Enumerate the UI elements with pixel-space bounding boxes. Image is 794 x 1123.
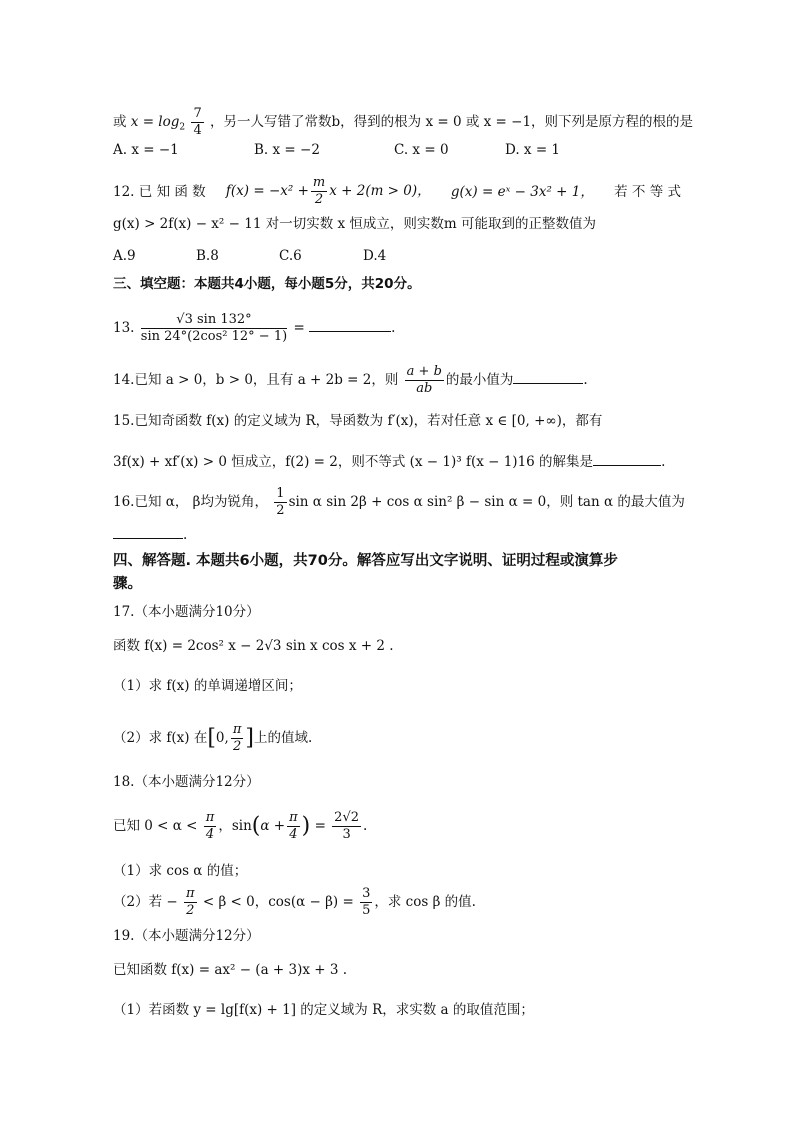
q14-fraction <box>405 364 444 397</box>
q12-line2: g(x) > 2f(x) − x² − 11 对一切实数 x 恒成立，则实数m 可能取到的正整数值为 <box>113 216 596 232</box>
q18-pi-b: π <box>289 810 298 825</box>
q14-den: ab <box>416 381 433 396</box>
q12-g-expr: g(x) = eˣ − 3x² + 1， <box>450 183 594 200</box>
q18-value-fraction <box>332 810 361 843</box>
section-4-heading-line1: 四、解答题. 本题共6小题，共70分。解答应写出文字说明、证明过程或演算步 <box>113 553 618 569</box>
q17-part2-a: （2）求 f(x) 在 <box>113 730 208 746</box>
q12-option-b: B.8 <box>196 248 219 264</box>
q19-stem: 已知函数 f(x) = ax² − (a + 3)x + 3 . <box>113 962 348 978</box>
q18-val-den: 3 <box>342 827 351 842</box>
q18-four-b: 4 <box>289 827 298 842</box>
q12-f-a: f(x) = −x² + <box>225 183 309 199</box>
q11-option-d: D. x = 1 <box>505 142 561 158</box>
q13-line: 13. $\frac{√3 \sin 132^\circ}{\text{sin 24°(2cos² 12° − 1)}}$ = . <box>113 312 396 344</box>
q17-header: 17.（本小题满分10分） <box>113 604 260 620</box>
q16-den: 2 <box>276 503 285 518</box>
q18-pi4-fraction <box>204 810 217 843</box>
q18-stem-b: ，sin <box>218 818 252 834</box>
q13-fraction <box>141 312 287 345</box>
q17-interval-a: 0, <box>215 730 229 746</box>
q12-line1 <box>113 175 681 208</box>
q18-five: 5 <box>362 903 371 918</box>
q14-answer-blank[interactable] <box>513 383 583 384</box>
q12-option-d: D.4 <box>363 248 387 264</box>
q12-f-num: m <box>312 175 326 190</box>
q18-stem-d: = <box>314 818 326 834</box>
q13-answer-blank[interactable] <box>309 331 391 332</box>
q18-stem-c: α + <box>260 818 286 834</box>
q16-fraction <box>274 486 286 519</box>
q11-option-a: A. x = −1 <box>113 142 179 158</box>
q18-pi: π <box>205 810 215 825</box>
q11-base: 2 <box>179 122 186 133</box>
q18-part2-c: ，求 cos β 的值. <box>374 894 476 910</box>
q18-pi2-fraction <box>184 886 197 919</box>
q18-part2-b: < β < 0，cos(α − β) = <box>202 894 354 910</box>
q18-stem-a: 已知 0 < α < <box>113 818 198 834</box>
q11-frac-den: 4 <box>193 123 202 138</box>
q14-text-b: 的最小值为 <box>445 372 514 388</box>
q13-num: √3 sin 132° <box>141 312 287 329</box>
q17-stem: 函数 f(x) = 2cos² x − 2√3 sin x cos x + 2 . <box>113 638 394 654</box>
q18-val-num: 2√2 <box>334 810 359 825</box>
q18-rparen: ) <box>301 813 311 839</box>
q11-option-b: B. x = −2 <box>254 142 320 158</box>
q14-line: 14.已知 a > 0，b > 0，且有 a + 2b = 2，则 $\frac{a + b}{ab}$ 的最小值为 . <box>113 364 588 396</box>
q11-option-c: C. x = 0 <box>394 142 449 158</box>
q11-prefix: 或 <box>113 114 127 130</box>
q18-part2 <box>113 884 476 920</box>
q13-eq: = <box>293 320 305 336</box>
q19-part1: （1）若函数 y = lg[f(x) + 1] 的定义域为 R，求实数 a 的取值范围； <box>113 1002 534 1018</box>
q16-answer-blank[interactable] <box>113 538 183 539</box>
q19-header: 19.（本小题满分12分） <box>113 928 260 944</box>
q18-part2-a: （2）若 − <box>113 894 178 910</box>
q17-two: 2 <box>232 739 242 754</box>
q16-text-a: 16.已知 α， β均为锐角， <box>113 494 268 510</box>
q15-line2: 3f(x) + xf′(x) > 0 恒成立，f(2) = 2，则不等式 (x − 1)³ f(x − 1)16 的解集是 . <box>113 454 666 470</box>
q18-lparen: ( <box>251 813 261 839</box>
q18-35-fraction <box>360 886 372 919</box>
q15-line2-text: 3f(x) + xf′(x) > 0 恒成立，f(2) = 2，则不等式 (x − 1)³ f(x − 1)16 的解集是 <box>113 454 594 470</box>
q11-line <box>113 106 693 139</box>
q17-lbracket: [ <box>207 725 216 751</box>
q16-num: 1 <box>276 486 285 501</box>
q14-num: a + b <box>406 364 442 379</box>
q14-text-a: 14.已知 a > 0，b > 0，且有 a + 2b = 2，则 <box>113 372 399 388</box>
q16-blank-line: . <box>113 525 187 545</box>
q11-fraction <box>191 106 203 139</box>
q12-f-fraction <box>311 175 327 208</box>
q18-four: 4 <box>205 827 215 842</box>
q12-head <box>113 182 206 202</box>
q13-den: sin 24°(2cos² 12° − 1) <box>140 329 288 344</box>
q12-text-a: 已 知 函 数 <box>138 183 206 200</box>
q12-number: 12. <box>113 183 135 200</box>
section-3-heading: 三、填空题：本题共4小题，每小题5分，共20分。 <box>113 276 421 292</box>
q17-pi: π <box>232 722 242 737</box>
q13-number: 13. <box>113 320 135 336</box>
q18-part1: （1）求 cos α 的值； <box>113 863 248 879</box>
q11-frac-num: 7 <box>193 106 202 121</box>
q12-option-a: A.9 <box>113 248 136 264</box>
q17-part1: （1）求 f(x) 的单调递增区间； <box>113 678 302 694</box>
q18-stem: 已知 0 < α < $\frac{\pi}{4}$ ，sin(α + $\frac{\pi}{4}$ ) = $\frac{2√2}{3}$ . <box>113 810 368 842</box>
q12-f-expr <box>226 175 431 208</box>
q11-rest: ，另一人写错了常数b，得到的根为 x = 0 或 x = −1，则下列是原方程的根的是 <box>210 114 694 130</box>
q12-option-c: C.6 <box>279 248 302 264</box>
q16-text-b: sin α sin 2β + cos α sin² β − sin α = 0，则 tan α 的最大值为 <box>288 494 685 510</box>
q15-line1: 15.已知奇函数 f(x) 的定义域为 R，导函数为 f′(x)，若对任意 x ∈ [0, +∞)，都有 <box>113 413 603 429</box>
q12-text-b: 若 不 等 式 <box>614 183 681 200</box>
q18-header: 18.（本小题满分12分） <box>113 774 260 790</box>
q11-expr: x = log <box>130 114 180 130</box>
q18-two: 2 <box>186 903 195 918</box>
q17-pi-fraction <box>231 722 244 755</box>
q12-f-den: 2 <box>314 192 324 207</box>
q18-three: 3 <box>362 886 371 901</box>
q18-pi4b-fraction <box>287 810 300 843</box>
q17-part2 <box>113 720 312 757</box>
q17-rbracket: ] <box>245 725 254 751</box>
q15-answer-blank[interactable] <box>593 465 661 466</box>
q12-f-b: x + 2(m > 0)， <box>329 183 431 199</box>
q18-pi2: π <box>186 886 195 901</box>
q16-line <box>113 484 685 520</box>
section-4-heading-line2: 骤。 <box>113 576 142 592</box>
q17-part2-b: 上的值域. <box>253 730 313 746</box>
